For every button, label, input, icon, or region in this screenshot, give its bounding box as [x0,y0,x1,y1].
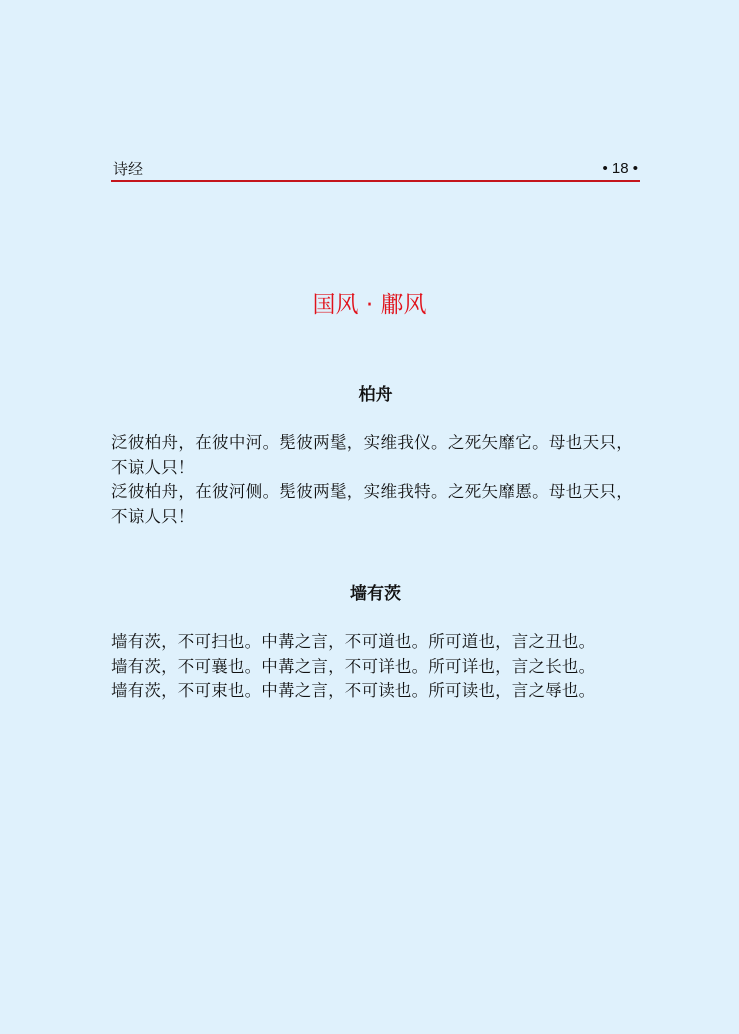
poem-body [111,431,633,529]
poem-line: 墙有茨，不可襄也。中冓之言，不可详也。所可详也，言之长也。 [111,656,596,676]
page-header [111,160,640,182]
poem-line: 泛彼柏舟，在彼中河。髧彼两髦，实维我仪。之死矢靡它。母也天只，不谅人只！ [111,433,633,477]
poem-title: 柏舟 [358,385,393,405]
poem-title: 墙有茨 [350,584,401,604]
poem-line: 墙有茨，不可束也。中冓之言，不可读也。所可读也，言之辱也。 [111,681,596,700]
poem-line: 墙有茨，不可扫也。中冓之言，不可道也。所可道也，言之丑也。 [111,632,596,651]
poem-line: 泛彼柏舟，在彼河侧。髧彼两髦，实维我特。之死矢靡慝。母也天只，不谅人只！ [111,482,633,526]
book-title: 诗经 [113,160,144,178]
page-number: • 18 • [602,160,638,177]
poem-body [111,630,633,704]
section-title: 国风 · 鄘风 [312,292,427,318]
